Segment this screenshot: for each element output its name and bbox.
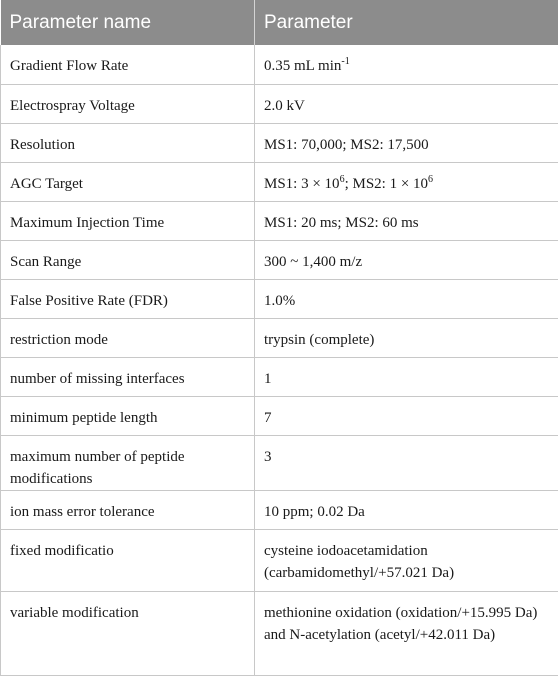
row-value: 300 ~ 1,400 m/z <box>255 240 558 279</box>
row-name: Maximum Injection Time <box>1 201 255 240</box>
row-name: variable modification <box>1 591 255 675</box>
row-value: trypsin (complete) <box>255 318 558 357</box>
row-value: 1.0% <box>255 279 558 318</box>
row-name: Gradient Flow Rate <box>1 45 255 84</box>
row-name: Electrospray Voltage <box>1 84 255 123</box>
row-value: 3 <box>255 435 558 490</box>
row-value <box>255 162 558 201</box>
table-row <box>1 435 558 490</box>
table-header-row <box>1 0 558 45</box>
header-parameter: Parameter <box>255 0 558 45</box>
row-value <box>255 45 558 84</box>
table-row <box>1 396 558 435</box>
row-name: maximum number of peptide modifications <box>1 435 255 490</box>
header-parameter-name: Parameter name <box>1 0 255 45</box>
row-value: 10 ppm; 0.02 Da <box>255 490 558 529</box>
row-name: AGC Target <box>1 162 255 201</box>
table-row <box>1 318 558 357</box>
row-value-superscript: -1 <box>341 56 349 67</box>
row-value: MS1: 70,000; MS2: 17,500 <box>255 123 558 162</box>
row-value: 2.0 kV <box>255 84 558 123</box>
table-row <box>1 357 558 396</box>
table-row <box>1 162 558 201</box>
row-name: minimum peptide length <box>1 396 255 435</box>
table-row <box>1 123 558 162</box>
row-value-main: 0.35 mL min <box>264 58 341 74</box>
row-name: restriction mode <box>1 318 255 357</box>
row-value: 7 <box>255 396 558 435</box>
table-row <box>1 279 558 318</box>
row-value-part-b: ; MS2: 1 × 10 <box>345 176 428 192</box>
row-name: False Positive Rate (FDR) <box>1 279 255 318</box>
table-row <box>1 240 558 279</box>
row-value: cysteine iodoacetamidation (carbamidomethyl/+57.021 Da) <box>255 529 558 591</box>
row-value: methionine oxidation (oxidation/+15.995 Da) and N-acetylation (acetyl/+42.011 Da) <box>255 591 558 675</box>
table-row <box>1 529 558 591</box>
table-row <box>1 201 558 240</box>
row-name: ion mass error tolerance <box>1 490 255 529</box>
row-value: MS1: 20 ms; MS2: 60 ms <box>255 201 558 240</box>
table-row <box>1 45 558 84</box>
table-row <box>1 490 558 529</box>
row-value-part-a: MS1: 3 × 10 <box>264 176 340 192</box>
row-name: number of missing interfaces <box>1 357 255 396</box>
row-value: 1 <box>255 357 558 396</box>
row-name: fixed modificatio <box>1 529 255 591</box>
table-row <box>1 84 558 123</box>
row-value-superscript-b: 6 <box>428 174 433 185</box>
row-name: Resolution <box>1 123 255 162</box>
table-row <box>1 591 558 675</box>
row-name: Scan Range <box>1 240 255 279</box>
row-value-superscript-a: 6 <box>340 174 345 185</box>
